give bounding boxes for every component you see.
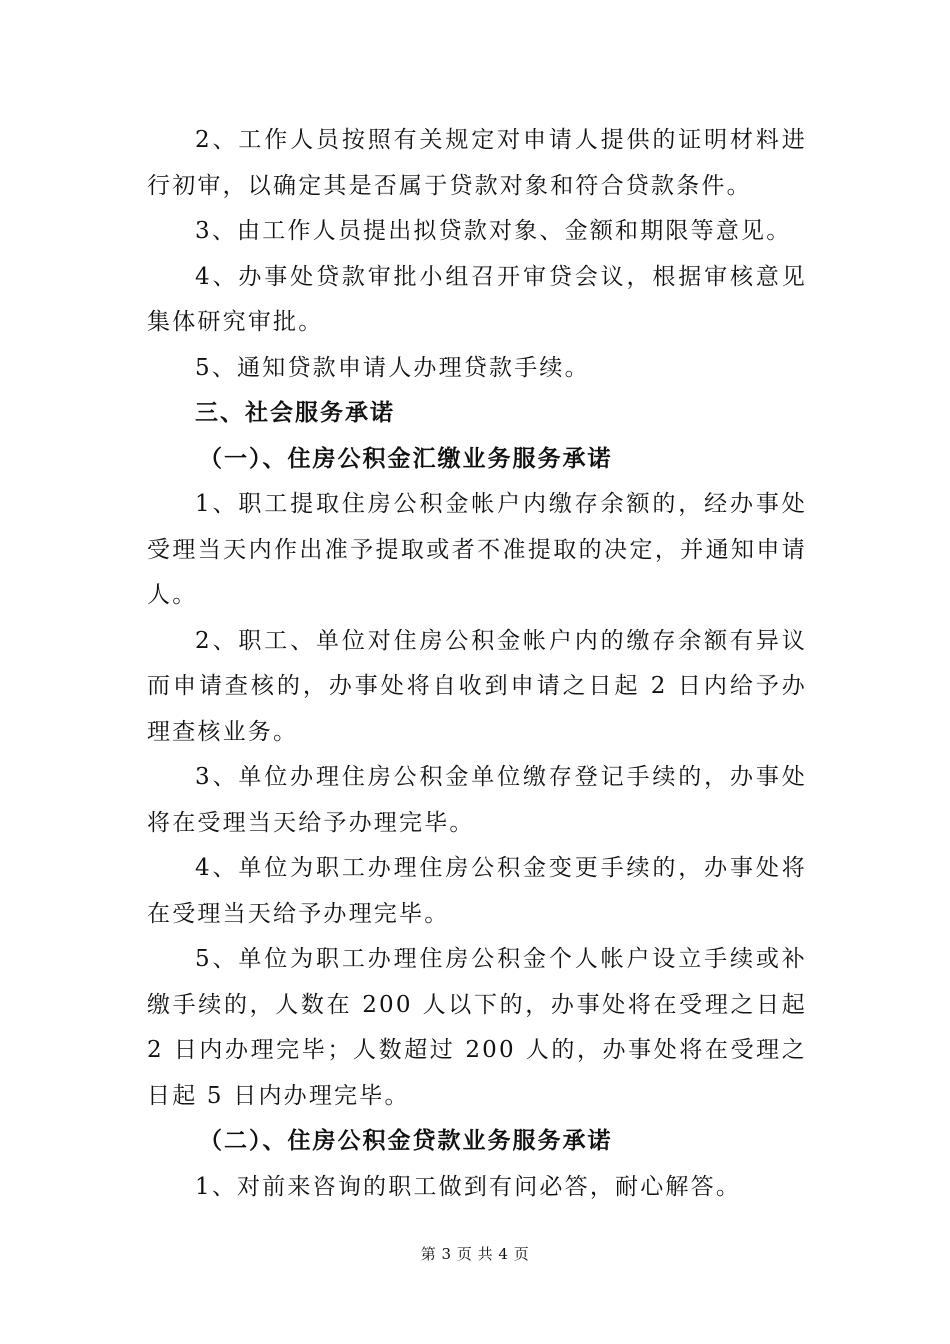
page-footer: 第 3 页 共 4 页 xyxy=(420,1245,530,1263)
paragraph-step-3: 3、由工作人员提出拟贷款对象、金额和期限等意见。 xyxy=(195,218,792,244)
paragraph-step-5: 5、通知贷款申请人办理贷款手续。 xyxy=(195,354,590,381)
document-body xyxy=(147,118,807,1210)
section-heading-service-commitment: 三、社会服务承诺 xyxy=(195,400,395,426)
subsection-heading-loan: （二）、住房公积金贷款业务服务承诺 xyxy=(199,1128,613,1154)
paragraph-deposit-5: 5、单位为职工办理住房公积金个人帐户设立手续或补缴手续的，人数在 200 人以下的，办事处将在受理之日起 2 日内办理完毕；人数超过 200 人的，办事处将在受理之日起 5 日内办理完毕。 xyxy=(147,946,807,1109)
paragraph-deposit-3: 3、单位办理住房公积金单位缴存登记手续的，办事处将在受理当天给予办理完毕。 xyxy=(147,764,807,836)
paragraph-step-2: 2、工作人员按照有关规定对申请人提供的证明材料进行初审，以确定其是否属于贷款对象和符合贷款条件。 xyxy=(147,127,807,199)
paragraph-deposit-1: 1、职工提取住房公积金帐户内缴存余额的，经办事处受理当天内作出准予提取或者不准提取的决定，并通知申请人。 xyxy=(147,491,807,608)
subsection-heading-deposit: （一）、住房公积金汇缴业务服务承诺 xyxy=(199,445,613,472)
paragraph-step-4: 4、办事处贷款审批小组召开审贷会议，根据审核意见集体研究审批。 xyxy=(147,263,807,335)
paragraph-deposit-2: 2、职工、单位对住房公积金帐户内的缴存余额有异议而申请查核的，办事处将自收到申请之日起 2 日内给予办理查核业务。 xyxy=(147,627,807,745)
paragraph-loan-1: 1、对前来咨询的职工做到有问必答，耐心解答。 xyxy=(195,1173,742,1200)
paragraph-deposit-4: 4、单位为职工办理住房公积金变更手续的，办事处将在受理当天给予办理完毕。 xyxy=(147,855,807,927)
